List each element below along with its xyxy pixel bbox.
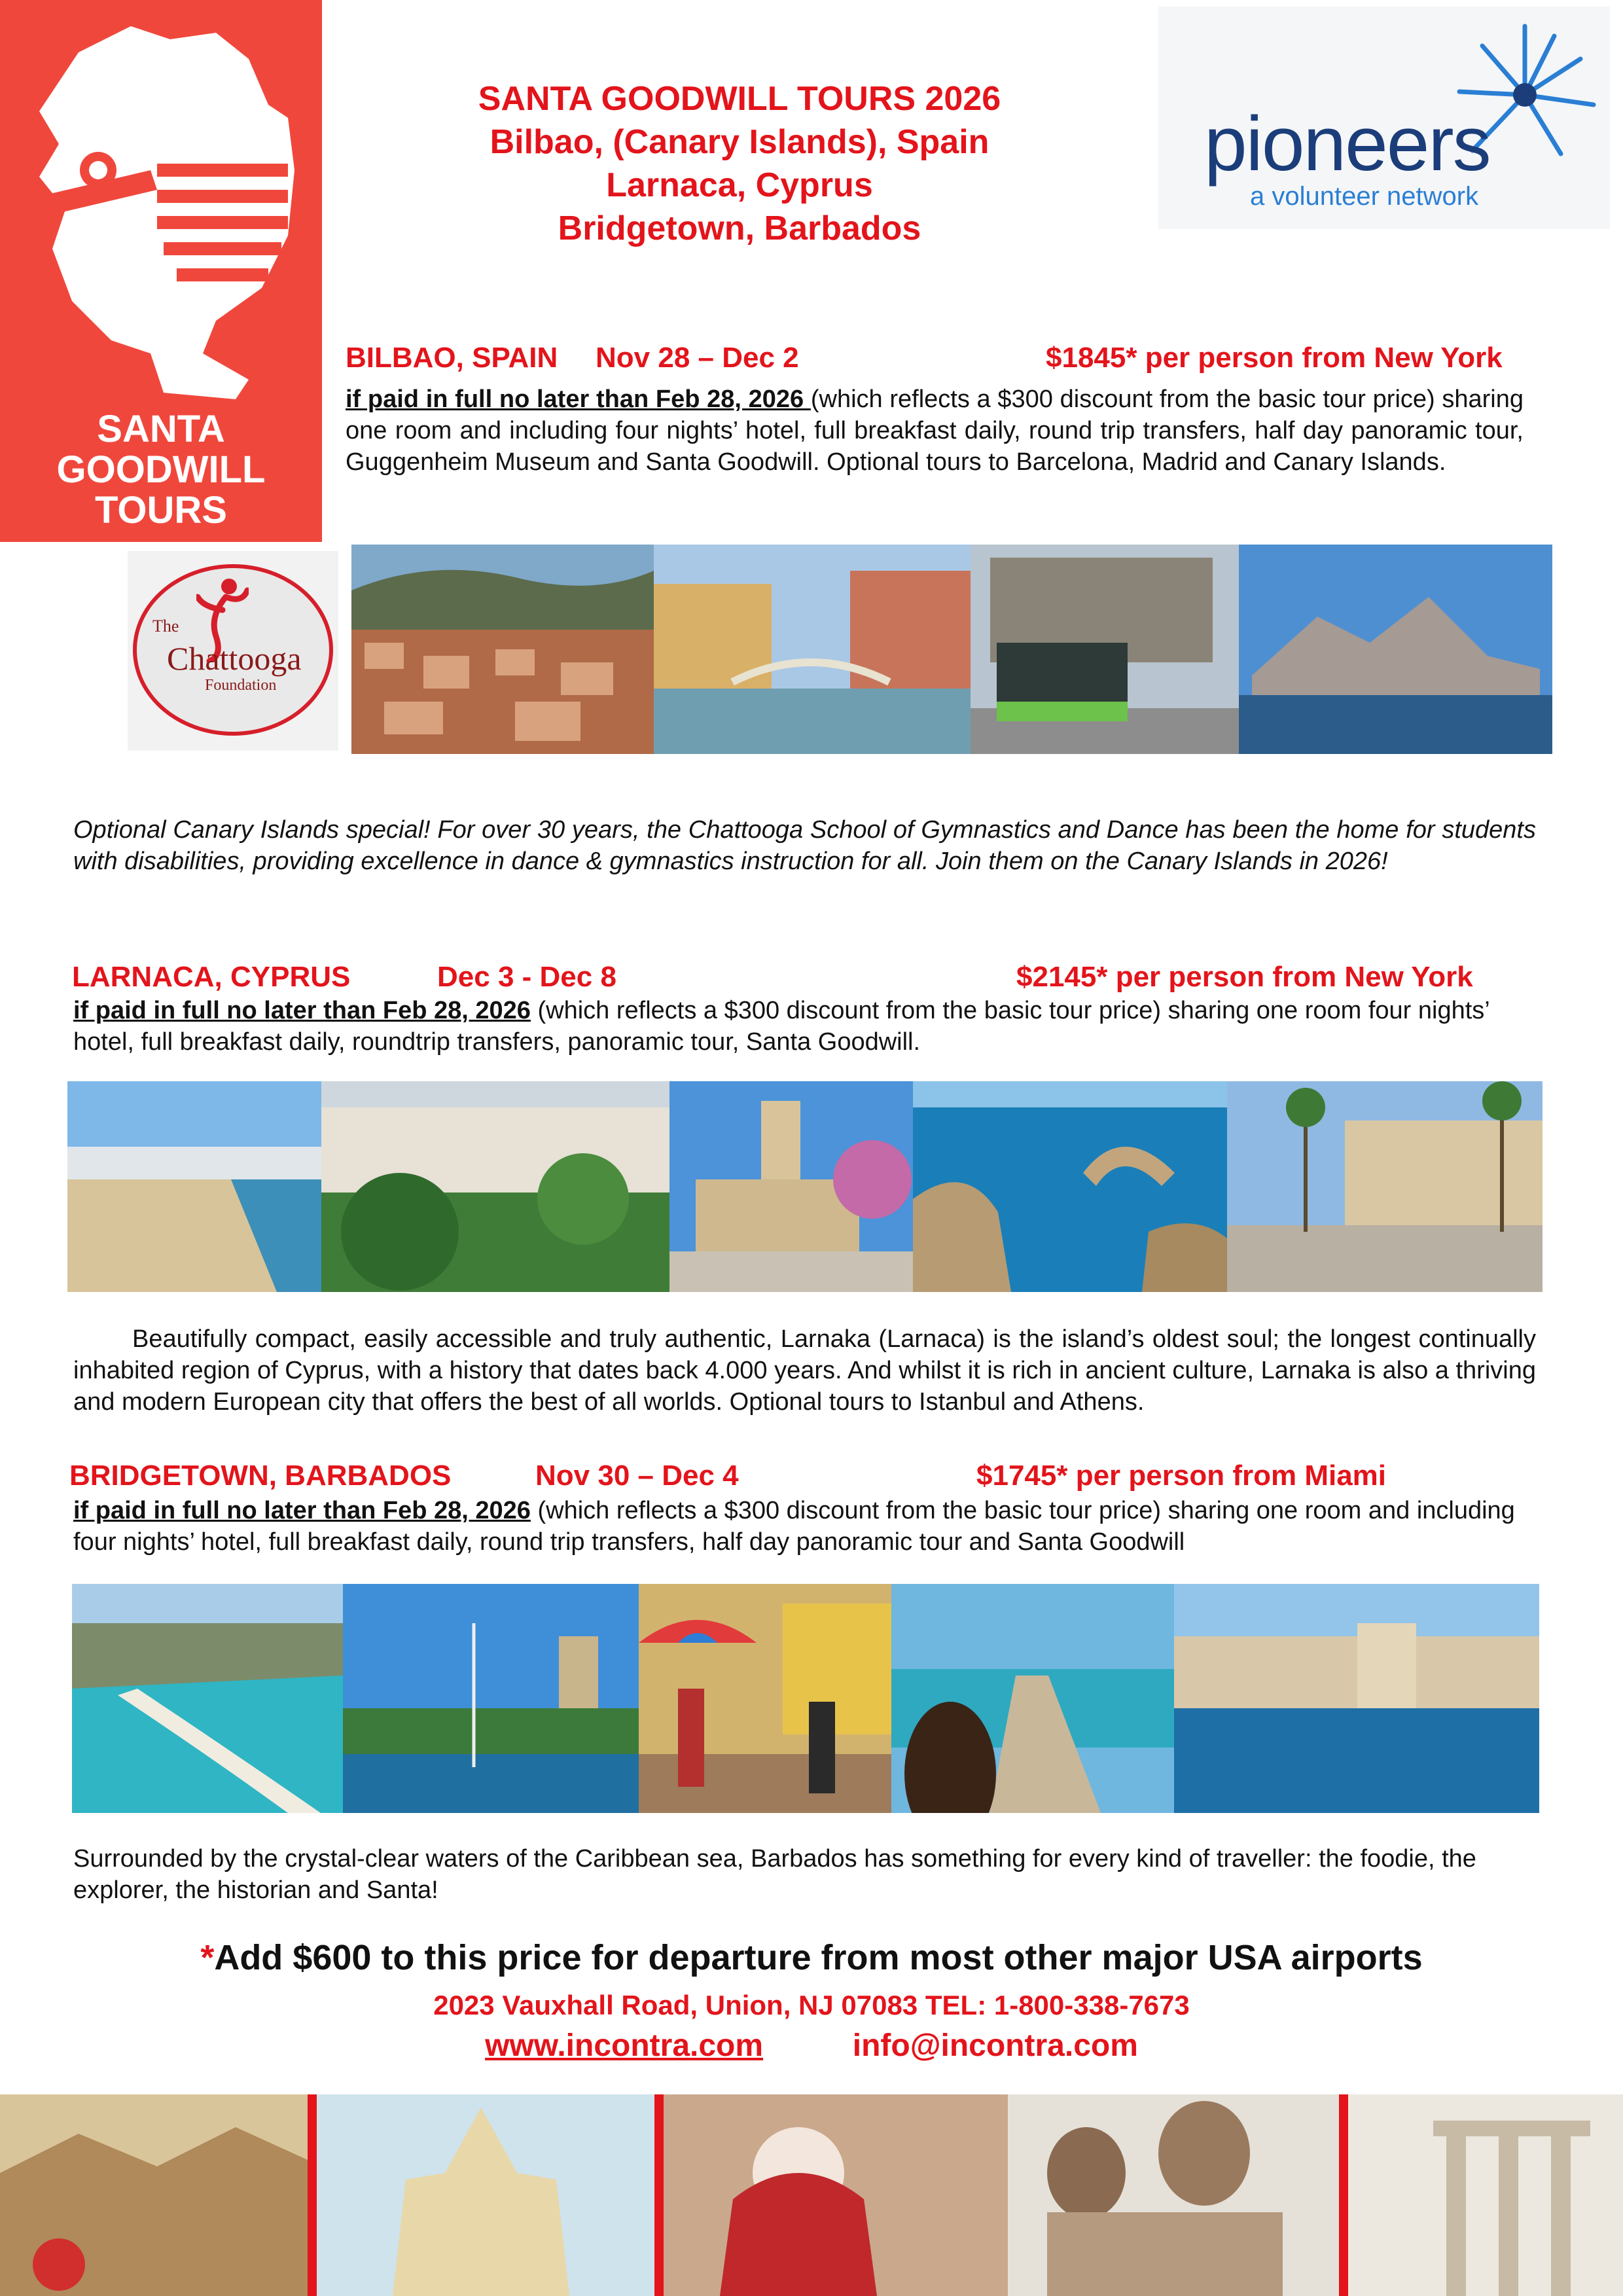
bilbao-dates: Nov 28 – Dec 2 (596, 342, 799, 374)
barbados-description-text: (which reflects a $300 discount from the basic tour price) sharing one room and including four nights’ hotel, full breakfast daily, round trip transfers, half day panoramic tour and Santa Goodwill (73, 1497, 1515, 1556)
montage-acropolis (1348, 2094, 1623, 2296)
contact-links (0, 2028, 1623, 2064)
page-title (353, 77, 1126, 250)
bilbao-description (346, 384, 1524, 478)
airport-note (0, 1937, 1623, 1978)
larnaca-about-text: Beautifully compact, easily accessible and truly authentic, Larnaka (Larnaca) is the island’s oldest soul; the longest continually inhabited region of Cyprus, with a history that dates back 4.000 years. And whilst it is rich in ancient culture, Larnaka is also a thriving and modern European city that offers the best of all worlds. Optional tours to Istanbul and Athens. (73, 1325, 1536, 1416)
montage-temple (308, 2094, 654, 2296)
barbados-dates: Nov 30 – Dec 4 (535, 1460, 739, 1492)
bilbao-photo-strip (351, 545, 1552, 754)
chattooga-foundation: Foundation (205, 677, 277, 694)
canary-note: Optional Canary Islands special! For over 30 years, the Chattooga School of Gymnastics and Dance has been the home for students with disabilities, providing excellence in dance & gymnastics instruction for all. Join them on the Canary Islands in 2026! (73, 816, 1536, 875)
pioneers-tagline: a volunteer network (1250, 182, 1479, 211)
contact-address: 2023 Vauxhall Road, Union, NJ 07083 TEL: 1-800-338-7673 (433, 1990, 1190, 2020)
barbados-city: BRIDGETOWN, BARBADOS (69, 1460, 452, 1492)
barbados-price: $1745* per person from Miami (976, 1460, 1387, 1492)
pioneers-logo (1158, 7, 1610, 229)
montage-cathedral (1008, 2094, 1348, 2296)
larnaca-photo-sea-arch (913, 1081, 1227, 1292)
bilbao-price: $1845* per person from New York (1046, 342, 1503, 374)
larnaca-deadline: if paid in full no later than Feb 28, 2026 (73, 997, 531, 1024)
barbados-photo-strip (72, 1584, 1539, 1813)
larnaca-photo-palms (1227, 1081, 1543, 1292)
barbados-photo-market (639, 1584, 891, 1813)
asterisk: * (200, 1938, 215, 1977)
santa-goodwill-logo (0, 0, 322, 542)
barbados-about: Surrounded by the crystal-clear waters of the Caribbean sea, Barbados has something for every kind of traveller: the foodie, the explorer, the historian and Santa! (73, 1845, 1476, 1904)
barbados-photo-waterfront (1174, 1584, 1539, 1813)
bilbao-photo-city (351, 545, 654, 754)
larnaca-city: LARNACA, CYPRUS (72, 961, 351, 993)
bilbao-description-text: (which reflects a $300 discount from the basic tour price) sharing one room and including four nights’ hotel, full breakfast daily, round trip transfers, half day panoramic tour, Guggenheim Museum and Santa Goodwill. Optional tours to Barcelona, Madrid and Canary Islands. (346, 386, 1524, 476)
bilbao-city: BILBAO, SPAIN (346, 342, 558, 374)
larnaca-photo-beach (67, 1081, 321, 1292)
santa-silhouette-icon (0, 13, 322, 406)
chattooga-name: Chattooga (167, 640, 302, 677)
chattooga-the: The (152, 617, 179, 636)
barbados-photo-coast (72, 1584, 343, 1813)
santa-logo-line: TOURS (95, 489, 227, 531)
santa-logo-line: GOODWILL (56, 448, 266, 491)
website-link[interactable]: www.incontra.com (485, 2028, 764, 2063)
pioneers-wordmark: pioneers (1204, 101, 1490, 187)
montage-great-wall (0, 2094, 308, 2296)
title-line: SANTA GOODWILL TOURS 2026 (478, 80, 1001, 118)
chattooga-logo (128, 551, 338, 751)
santa-logo-text (0, 409, 322, 531)
larnaca-photo-promenade (321, 1081, 669, 1292)
larnaca-about (73, 1323, 1536, 1418)
barbados-description (73, 1495, 1539, 1558)
airport-note-text: Add $600 to this price for departure from most other major USA airports (214, 1938, 1423, 1977)
larnaca-price: $2145* per person from New York (1016, 961, 1473, 993)
larnaca-dates: Dec 3 - Dec 8 (437, 961, 616, 993)
title-line: Larnaca, Cyprus (606, 166, 873, 204)
barbados-photo-pier (891, 1584, 1174, 1813)
larnaca-description (73, 995, 1539, 1058)
barbados-photo-harbour (343, 1584, 639, 1813)
barbados-deadline: if paid in full no later than Feb 28, 2026 (73, 1497, 531, 1524)
bilbao-photo-guggenheim (1239, 545, 1552, 754)
email-link[interactable]: info@incontra.com (852, 2028, 1138, 2063)
bilbao-photo-river (654, 545, 971, 754)
larnaca-photo-church (669, 1081, 913, 1292)
montage-santa (654, 2094, 1008, 2296)
larnaca-photo-strip (67, 1081, 1543, 1292)
bilbao-deadline: if paid in full no later than Feb 28, 2026 (346, 386, 811, 413)
larnaca-description-text: (which reflects a $300 discount from the basic tour price) sharing one room four nights’ hotel, full breakfast daily, roundtrip transfers, panoramic tour, Santa Goodwill. (73, 997, 1489, 1056)
bottom-montage (0, 2094, 1623, 2296)
santa-logo-line: SANTA (97, 408, 225, 450)
bilbao-photo-tram (971, 545, 1239, 754)
title-line: Bridgetown, Barbados (558, 209, 921, 247)
title-line: Bilbao, (Canary Islands), Spain (490, 123, 990, 161)
